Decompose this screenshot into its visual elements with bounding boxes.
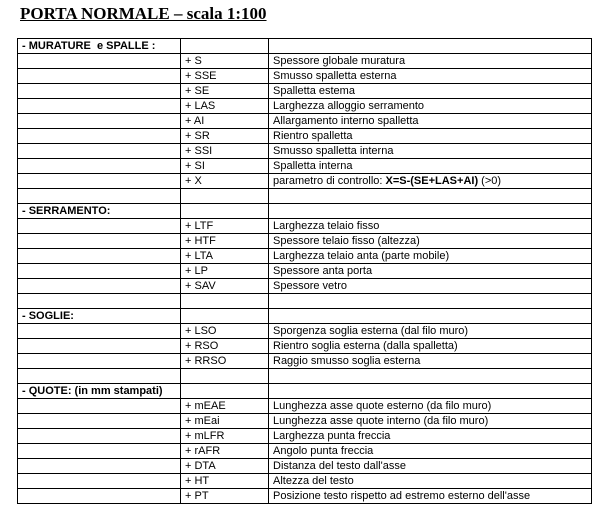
parameter-code: + mEai xyxy=(181,414,269,429)
spacer-cell xyxy=(269,294,592,309)
parameter-code: + LSO xyxy=(181,324,269,339)
parameter-description: Spessore telaio fisso (altezza) xyxy=(269,234,592,249)
code-cell-empty xyxy=(181,39,269,54)
desc-cell-empty xyxy=(269,384,592,399)
parameter-code: + LAS xyxy=(181,99,269,114)
parameter-code: + X xyxy=(181,174,269,189)
section-cell-empty xyxy=(18,174,181,189)
desc-cell-empty xyxy=(269,39,592,54)
parameter-code: + RSO xyxy=(181,339,269,354)
parameter-row xyxy=(18,264,592,279)
section-cell-empty xyxy=(18,144,181,159)
code-cell-empty xyxy=(181,204,269,219)
section-header-row xyxy=(18,384,592,399)
parameter-row xyxy=(18,249,592,264)
spacer-row xyxy=(18,369,592,384)
section-cell-empty xyxy=(18,114,181,129)
parameter-row xyxy=(18,114,592,129)
desc-cell-empty xyxy=(269,204,592,219)
spacer-cell xyxy=(269,189,592,204)
parameter-code: + SI xyxy=(181,159,269,174)
parameter-row xyxy=(18,144,592,159)
parameter-row xyxy=(18,99,592,114)
formula-plain-text: parametro di controllo: xyxy=(273,174,386,187)
section-label: - MURATURE e SPALLE : xyxy=(18,39,181,54)
section-cell-empty xyxy=(18,54,181,69)
section-header-row xyxy=(18,204,592,219)
parameter-row xyxy=(18,354,592,369)
parameter-description: Smusso spalletta interna xyxy=(269,144,592,159)
parameter-description: Spalletta interna xyxy=(269,159,592,174)
parameter-row xyxy=(18,444,592,459)
parameter-code: + SE xyxy=(181,84,269,99)
parameter-code: + SSE xyxy=(181,69,269,84)
section-cell-empty xyxy=(18,354,181,369)
section-cell-empty xyxy=(18,339,181,354)
parameter-description: Lunghezza asse quote interno (da filo muro) xyxy=(269,414,592,429)
parameter-description: Sporgenza soglia esterna (dal filo muro) xyxy=(269,324,592,339)
section-header-row xyxy=(18,39,592,54)
parameter-description: Spessore vetro xyxy=(269,279,592,294)
parameter-description: Allargamento interno spalletta xyxy=(269,114,592,129)
spacer-cell xyxy=(181,294,269,309)
parameter-row xyxy=(18,174,592,189)
section-cell-empty xyxy=(18,99,181,114)
formula-plain-text: (>0) xyxy=(478,174,502,187)
section-cell-empty xyxy=(18,159,181,174)
parameter-code: + SR xyxy=(181,129,269,144)
table-body xyxy=(18,39,592,504)
parameter-code: + SAV xyxy=(181,279,269,294)
parameter-code: + RRSO xyxy=(181,354,269,369)
parameter-row xyxy=(18,414,592,429)
section-cell-empty xyxy=(18,324,181,339)
parameter-description xyxy=(269,174,592,189)
parameter-description: Spessore anta porta xyxy=(269,264,592,279)
page-title: PORTA NORMALE – scala 1:100 xyxy=(20,4,267,23)
parameter-description: Rientro soglia esterna (dalla spalletta) xyxy=(269,339,592,354)
section-cell-empty xyxy=(18,459,181,474)
parameter-code: + HTF xyxy=(181,234,269,249)
section-cell-empty xyxy=(18,84,181,99)
section-label: - SERRAMENTO: xyxy=(18,204,181,219)
desc-cell-empty xyxy=(269,309,592,324)
section-label: - SOGLIE: xyxy=(18,309,181,324)
section-cell-empty xyxy=(18,129,181,144)
spacer-cell xyxy=(18,369,181,384)
section-cell-empty xyxy=(18,429,181,444)
parameter-row xyxy=(18,474,592,489)
parameter-code: + LP xyxy=(181,264,269,279)
parameter-row xyxy=(18,459,592,474)
parameter-row xyxy=(18,219,592,234)
parameter-code: + DTA xyxy=(181,459,269,474)
formula-bold-text: X=S-(SE+LAS+AI) xyxy=(385,174,479,187)
parameter-row xyxy=(18,84,592,99)
section-cell-empty xyxy=(18,399,181,414)
spacer-cell xyxy=(269,369,592,384)
parameter-description: Lunghezza asse quote esterno (da filo muro) xyxy=(269,399,592,414)
spacer-cell xyxy=(181,189,269,204)
parameter-row xyxy=(18,279,592,294)
spacer-cell xyxy=(181,369,269,384)
section-cell-empty xyxy=(18,249,181,264)
section-cell-empty xyxy=(18,279,181,294)
parameter-description: Angolo punta freccia xyxy=(269,444,592,459)
parameter-row xyxy=(18,129,592,144)
section-header-row xyxy=(18,309,592,324)
parameter-description: Posizione testo rispetto ad estremo esterno dell'asse xyxy=(269,489,592,504)
section-cell-empty xyxy=(18,264,181,279)
spacer-cell xyxy=(18,294,181,309)
parameter-row xyxy=(18,54,592,69)
parameter-code: + AI xyxy=(181,114,269,129)
parameter-row xyxy=(18,159,592,174)
section-cell-empty xyxy=(18,234,181,249)
section-cell-empty xyxy=(18,69,181,84)
parameter-description: Rientro spalletta xyxy=(269,129,592,144)
parameter-description: Larghezza telaio anta (parte mobile) xyxy=(269,249,592,264)
section-label: - QUOTE: (in mm stampati) xyxy=(18,384,181,399)
parameter-code: + LTF xyxy=(181,219,269,234)
parameter-code: + rAFR xyxy=(181,444,269,459)
parameter-row xyxy=(18,69,592,84)
parameter-description: Altezza del testo xyxy=(269,474,592,489)
parameter-description: Spalletta estema xyxy=(269,84,592,99)
parameter-code: + HT xyxy=(181,474,269,489)
spacer-row xyxy=(18,294,592,309)
parameter-code: + PT xyxy=(181,489,269,504)
parameter-code: + mEAE xyxy=(181,399,269,414)
code-cell-empty xyxy=(181,384,269,399)
parameter-description: Smusso spalletta esterna xyxy=(269,69,592,84)
section-cell-empty xyxy=(18,414,181,429)
parameter-row xyxy=(18,489,592,504)
section-cell-empty xyxy=(18,489,181,504)
code-cell-empty xyxy=(181,309,269,324)
parameter-description: Distanza del testo dall'asse xyxy=(269,459,592,474)
parameter-code: + mLFR xyxy=(181,429,269,444)
parameter-description: Raggio smusso soglia esterna xyxy=(269,354,592,369)
spacer-cell xyxy=(18,189,181,204)
parameter-row xyxy=(18,234,592,249)
parameter-row xyxy=(18,429,592,444)
parameters-table xyxy=(17,38,592,504)
parameter-row xyxy=(18,399,592,414)
parameter-row xyxy=(18,339,592,354)
parameter-description: Spessore globale muratura xyxy=(269,54,592,69)
parameter-description: Larghezza telaio fisso xyxy=(269,219,592,234)
parameter-code: + LTA xyxy=(181,249,269,264)
parameter-description: Larghezza punta freccia xyxy=(269,429,592,444)
parameter-description: Larghezza alloggio serramento xyxy=(269,99,592,114)
parameter-row xyxy=(18,324,592,339)
section-cell-empty xyxy=(18,474,181,489)
parameter-code: + SSI xyxy=(181,144,269,159)
section-cell-empty xyxy=(18,444,181,459)
spacer-row xyxy=(18,189,592,204)
parameter-code: + S xyxy=(181,54,269,69)
section-cell-empty xyxy=(18,219,181,234)
